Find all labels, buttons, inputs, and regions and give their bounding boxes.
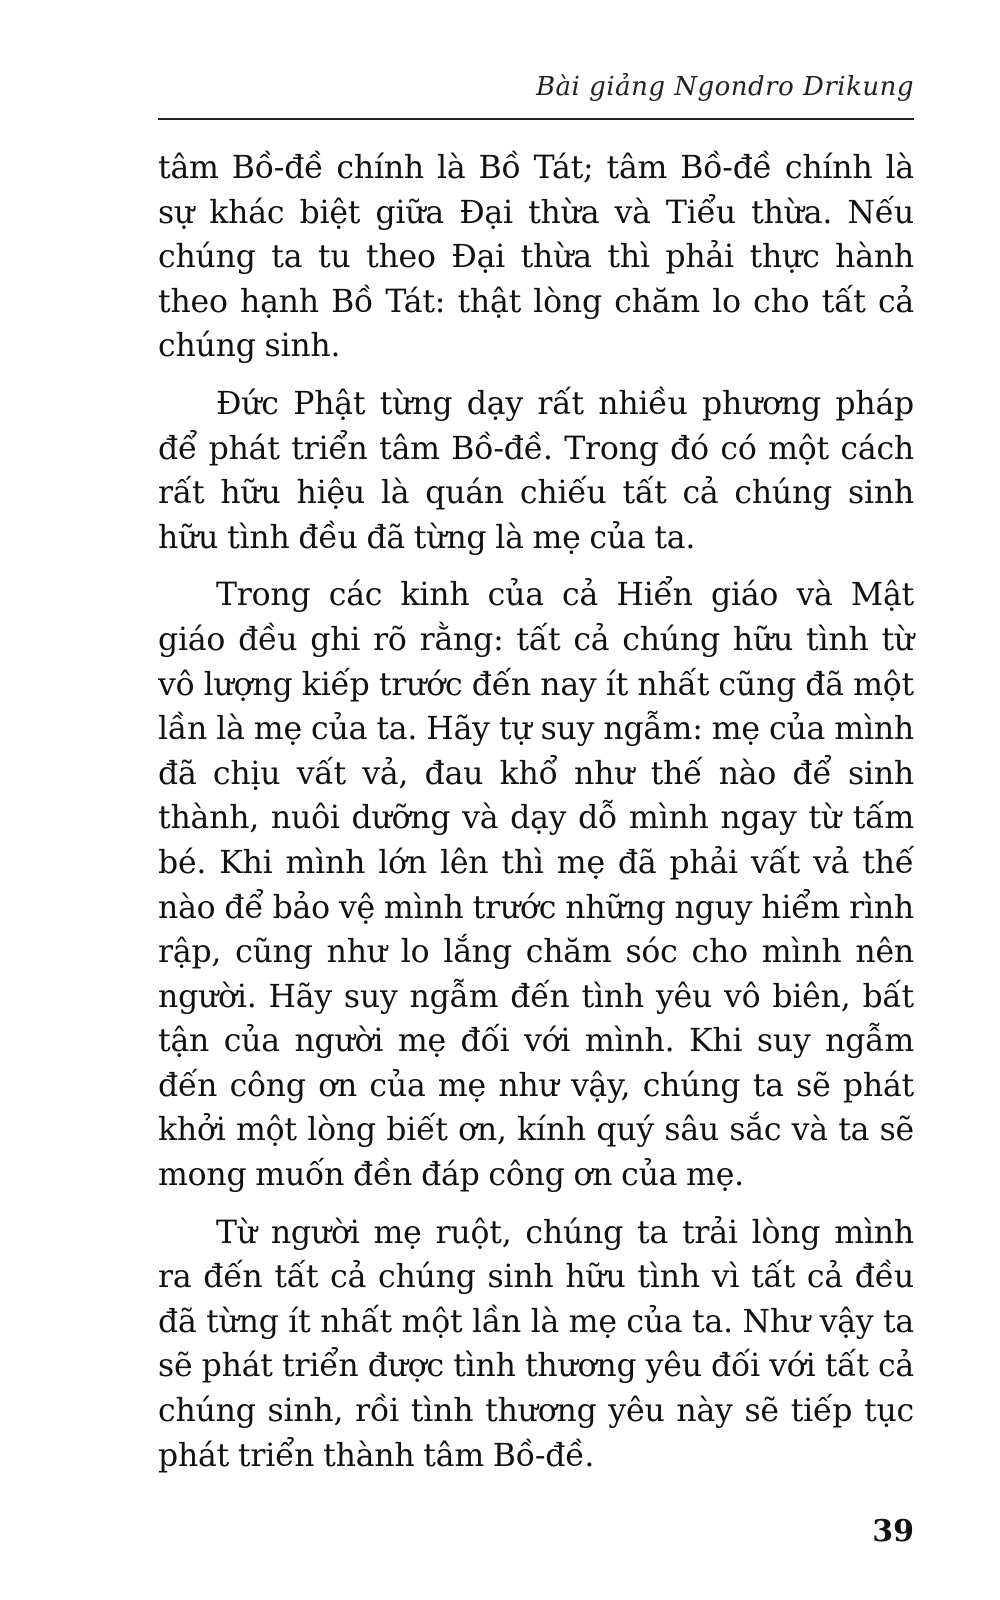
paragraph-4: Từ người mẹ ruột, chúng ta trải lòng mình ra đến tất cả chúng sinh hữu tình vì tất cả đều đã từng ít nhất một lần là mẹ của ta. Như vậy ta sẽ phát triển được tình thương yêu đối với tất cả chúng sinh, rồi tình thương yêu này sẽ tiếp tục phát triển thành tâm Bồ-đề.: [158, 1214, 914, 1474]
page-number: 39: [872, 1514, 914, 1549]
paragraph-1: tâm Bồ-đề chính là Bồ Tát; tâm Bồ-đề chính là sự khác biệt giữa Đại thừa và Tiểu thừa. Nếu chúng ta tu theo Đại thừa thì phải thực hành theo hạnh Bồ Tát: thật lòng chăm lo cho tất cả chúng sinh.: [158, 150, 914, 365]
paragraph-3: Trong các kinh của cả Hiển giáo và Mật giáo đều ghi rõ rằng: tất cả chúng hữu tình từ vô lượng kiếp trước đến nay ít nhất cũng đã một lần là mẹ của ta. Hãy tự suy ngẫm: mẹ của mình đã chịu vất vả, đau khổ như thế nào để sinh thành, nuôi dưỡng và dạy dỗ mình ngay từ tấm bé. Khi mình lớn lên thì mẹ đã phải vất vả thế nào để bảo vệ mình trước những nguy hiểm rình rập, cũng như lo lắng chăm sóc cho mình nên người. Hãy suy ngẫm đến tình yêu vô biên, bất tận của người mẹ đối với mình. Khi suy ngẫm đến công ơn của mẹ như vậy, chúng ta sẽ phát khởi một lòng biết ơn, kính quý sâu sắc và ta sẽ mong muốn đền đáp công ơn của mẹ.: [158, 577, 914, 1194]
body-text: [158, 146, 914, 1478]
header-divider: [158, 118, 914, 120]
paragraph-2: Đức Phật từng dạy rất nhiều phương pháp để phát triển tâm Bồ-đề. Trong đó có một cách rất hữu hiệu là quán chiếu tất cả chúng sinh hữu tình đều đã từng là mẹ của ta.: [158, 385, 914, 556]
running-header: Bài giảng Ngondro Drikung: [535, 72, 914, 102]
